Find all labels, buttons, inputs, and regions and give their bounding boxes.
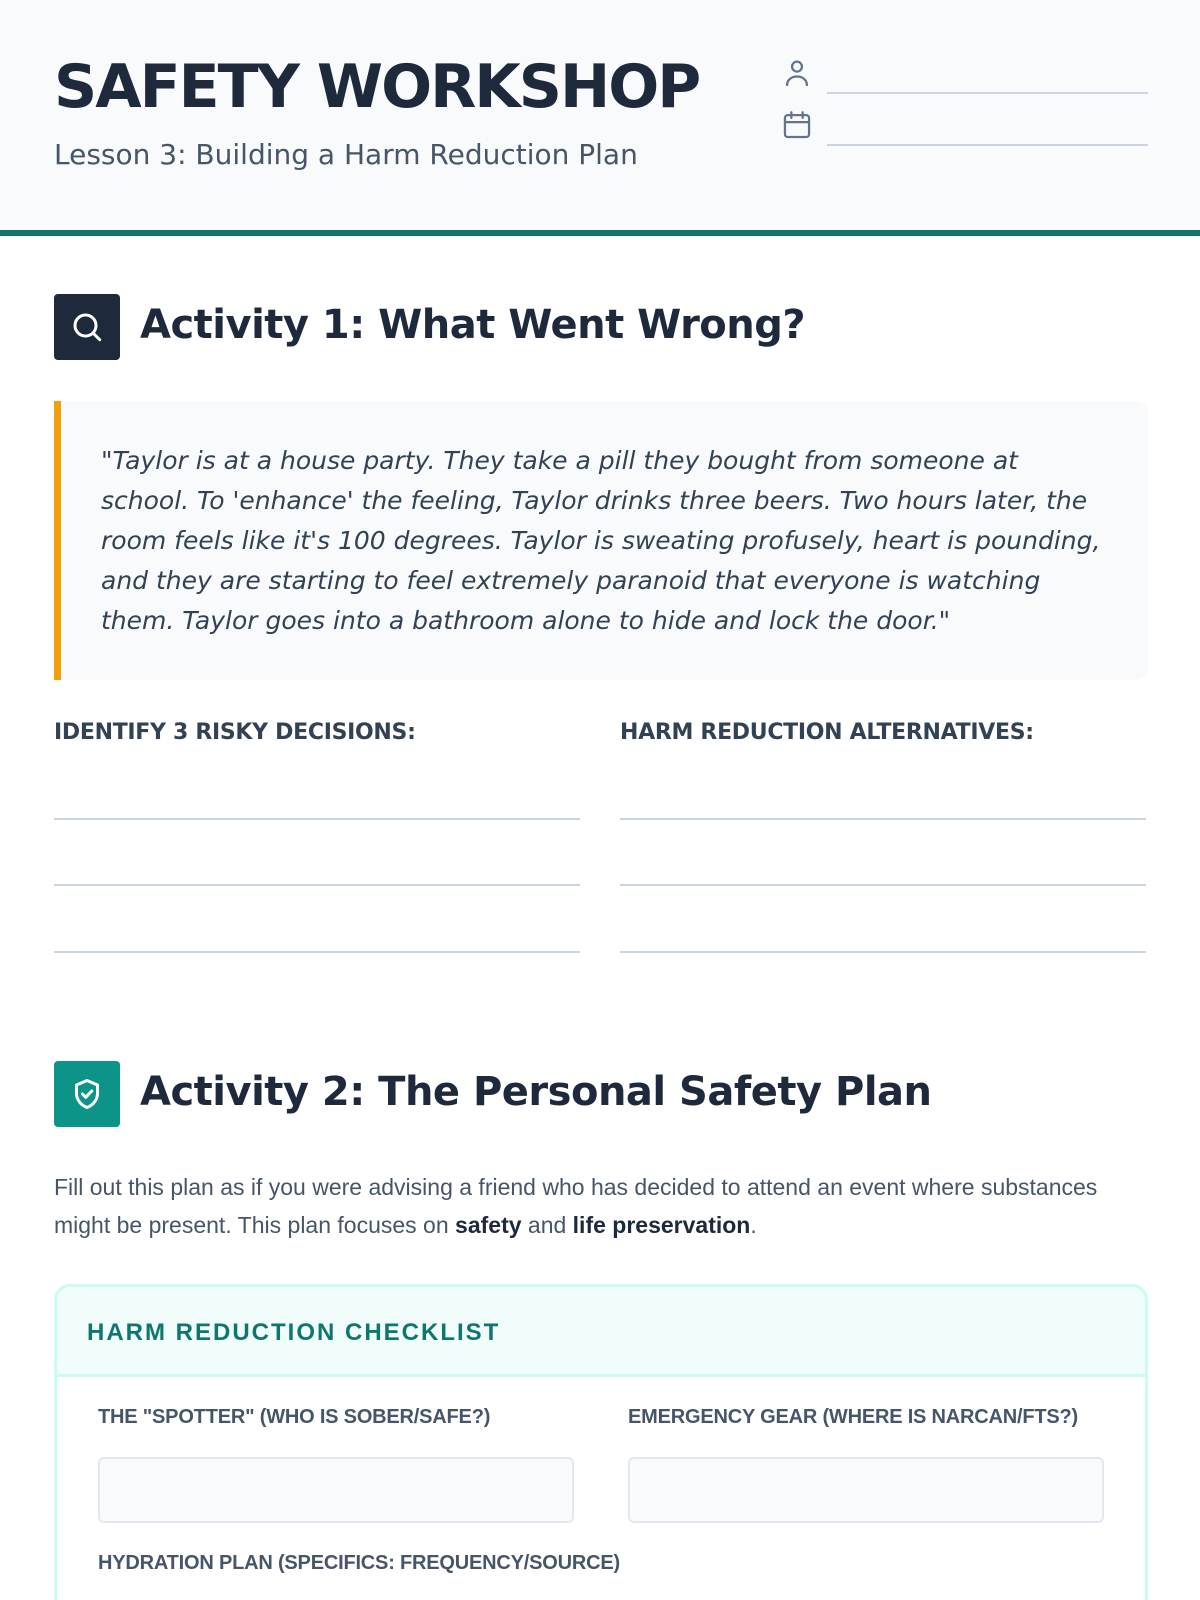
user-icon [780, 56, 814, 90]
risky-decisions-label: IDENTIFY 3 RISKY DECISIONS: [54, 720, 416, 745]
name-line[interactable] [827, 92, 1148, 94]
alternative-line-2[interactable] [620, 884, 1146, 886]
lesson-subtitle: Lesson 3: Building a Harm Reduction Plan [54, 138, 638, 171]
page-title: SAFETY WORKSHOP [54, 52, 700, 122]
checklist-header [57, 1287, 1145, 1377]
date-line[interactable] [827, 144, 1148, 146]
intro-text-2: and [521, 1212, 573, 1238]
hydration-plan-label: HYDRATION PLAN (SPECIFICS: FREQUENCY/SOURCE) [98, 1552, 620, 1574]
emergency-gear-label: EMERGENCY GEAR (WHERE IS NARCAN/FTS?) [628, 1406, 1079, 1428]
spotter-input[interactable] [98, 1457, 574, 1523]
spotter-label: THE "SPOTTER" (WHO IS SOBER/SAFE?) [98, 1406, 491, 1428]
intro-text-1: Fill out this plan as if you were advising a friend who has decided to attend an event where substances might be present. This plan focuses on [54, 1174, 1098, 1238]
harm-reduction-checklist [54, 1284, 1148, 1600]
intro-bold-safety: safety [455, 1212, 522, 1238]
alternatives-label: HARM REDUCTION ALTERNATIVES: [620, 720, 1034, 745]
risky-decision-line-1[interactable] [54, 818, 580, 820]
emergency-gear-input[interactable] [628, 1457, 1104, 1523]
activity-2-title: Activity 2: The Personal Safety Plan [140, 1069, 932, 1115]
shield-check-icon [69, 1076, 105, 1112]
alternative-line-3[interactable] [620, 951, 1146, 953]
name-field[interactable] [780, 56, 1148, 96]
activity-1-icon-box [54, 294, 120, 360]
checklist-title: HARM REDUCTION CHECKLIST [87, 1319, 501, 1346]
activity-2-heading [54, 1061, 1154, 1127]
activity-1-title: Activity 1: What Went Wrong? [140, 302, 806, 348]
activity-2-intro [54, 1168, 1154, 1244]
risky-decision-line-2[interactable] [54, 884, 580, 886]
scenario-box [54, 401, 1148, 680]
search-icon [69, 309, 105, 345]
risky-decision-line-3[interactable] [54, 951, 580, 953]
calendar-icon [780, 108, 814, 142]
intro-text-3: . [750, 1212, 757, 1238]
alternatives-column [620, 720, 1146, 745]
date-field[interactable] [780, 108, 1148, 148]
activity-1-heading [54, 294, 1154, 360]
alternative-line-1[interactable] [620, 818, 1146, 820]
intro-bold-life-preservation: life preservation [572, 1212, 751, 1238]
risky-decisions-column [54, 720, 580, 745]
worksheet-header [0, 0, 1200, 236]
activity-2-icon-box [54, 1061, 120, 1127]
scenario-text: "Taylor is at a house party. They take a pill they bought from someone at school. To 'enhance' the feeling, Taylor drinks three beers. Two hours later, the room feels like it's 100 degrees. Taylor is sweating profusely, heart is pounding, and they are starting to feel extremely paranoid that everyone is watching them. Taylor goes into a bathroom alone to hide and lock the door." [101, 446, 1101, 635]
